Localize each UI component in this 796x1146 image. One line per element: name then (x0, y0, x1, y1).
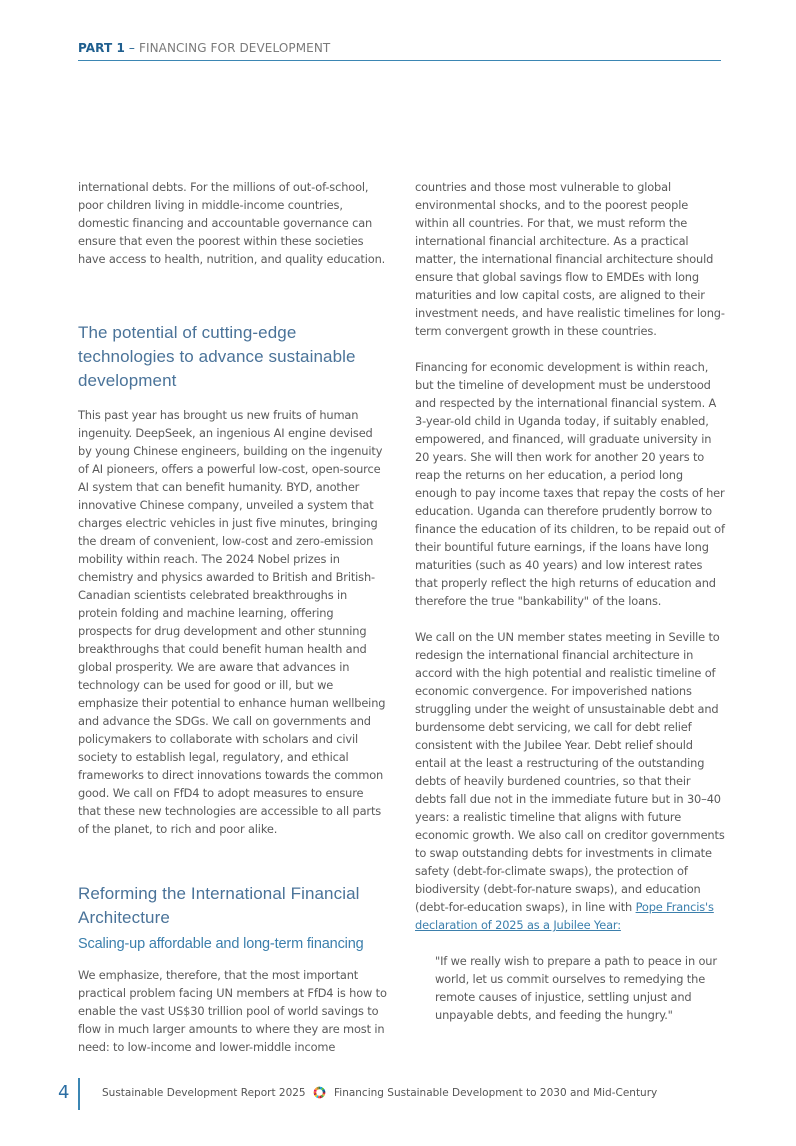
jubilee-year-link[interactable]: Pope Francis's declaration of 2025 as a Jubilee Year: (415, 900, 714, 932)
left-column (78, 178, 388, 1056)
seville-text: We call on the UN member states meeting in Seville to redesign the international financial architecture in accord with the high potential and realistic timeline of economic convergence. For impoverished nations struggling under the weight of unsustainable debt and burdensome debt servicing, we call for debt relief consistent with the Jubilee Year. Debt relief should entail at the least a restructuring of the outstanding debts of heavily burdened countries, so that their debts fall due not in the immediate future but in 30–40 years: a realistic timeline that aligns with future economic growth. We also call on creditor governments to swap outstanding debts for investments in climate safety (debt-for-climate swaps), the protection of biodiversity (debt-for-nature swaps), and education (debt-for-education swaps), in line with (415, 630, 725, 914)
seville-paragraph (415, 628, 725, 934)
heading-technologies: The potential of cutting-edge technologies to advance sustainable development (78, 323, 356, 390)
report-subtitle: Financing Sustainable Development to 2030 and Mid-Century (334, 1087, 658, 1099)
part-label: PART 1 (78, 41, 125, 55)
pope-quote: "If we really wish to prepare a path to peace in our world, let us commit ourselves to remedying the remote causes of injustice, settling unjust and unpayable debts, and feeding the hungry." (435, 954, 717, 1022)
section-label: FINANCING FOR DEVELOPMENT (138, 41, 331, 55)
uganda-paragraph: Financing for economic development is within reach, but the timeline of development must be understood and respected by the international financial system. A 3-year-old child in Uganda today, if suitably enabled, empowered, and financed, will graduate university in 20 years. She will then work for another 20 years to reap the returns on her education, a period long enough to pay income taxes that repay the costs of her education. Uganda can therefore prudently borrow to finance the education of its children, to be repaid out of their bountiful future earnings, if the loans have long maturities (such as 40 years) and low interest rates that properly reflect the high returns of education and therefore the true "bankability" of the loans. (415, 360, 725, 608)
header-dash: – (125, 41, 139, 55)
technologies-paragraph: This past year has brought us new fruits of human ingenuity. DeepSeek, an ingenious AI engine devised by young Chinese engineers, building on the ingenuity of AI pioneers, offers a powerful low-cost, open-source AI system that can benefit humanity. BYD, another innovative Chinese company, unveiled a system that charges electric vehicles in just five minutes, bringing the dream of convenient, low-cost and zero-emission mobility within reach. The 2024 Nobel prizes in chemistry and physics awarded to British and British-Canadian scientists celebrated breakthroughs in protein folding and machine learning, offering prospects for drug development and other stunning breakthroughs that could benefit human health and global prosperity. We are aware that advances in technology can be used for good or ill, but we emphasize their potential to enhance human wellbeing and advance the SDGs. We call on governments and policymakers to collaborate with scholars and civil society to establish legal, regulatory, and ethical frameworks to direct innovations towards the common good. We call on FfD4 to adopt measures to ensure that these new technologies are accessible to all parts of the planet, to rich and poor alike. (78, 408, 386, 836)
sdg-color-wheel-icon (313, 1086, 326, 1099)
intro-paragraph: international debts. For the millions of out-of-school, poor children living in middle-income countries, domestic financing and accountable governance can ensure that even the poorest within these societies have access to health, nutrition, and quality education. (78, 180, 386, 266)
subheading-scaling: Scaling-up affordable and long-term financing (78, 936, 364, 952)
continuation-paragraph: countries and those most vulnerable to global environmental shocks, and to the poorest people within all countries. For that, we must reform the international financial architecture. As a practical matter, the international financial architecture should ensure that global savings flow to EMDEs with long maturities and low capital costs, are aligned to their investment needs, and have realistic timelines for long-term convergent growth in these countries. (415, 180, 725, 338)
running-header (78, 41, 721, 61)
scaling-paragraph: We emphasize, therefore, that the most important practical problem facing UN members at FfD4 is how to enable the vast US$30 trillion pool of world savings to flow in much larger amounts to where they are most in need: to low-income and lower-middle income (78, 968, 387, 1054)
right-column (415, 178, 725, 1024)
page-footer (58, 1078, 738, 1110)
heading-reforming: Reforming the International Financial Architecture (78, 884, 360, 927)
report-title: Sustainable Development Report 2025 (102, 1087, 306, 1099)
page-number: 4 (58, 1082, 70, 1103)
footer-divider (78, 1078, 80, 1110)
